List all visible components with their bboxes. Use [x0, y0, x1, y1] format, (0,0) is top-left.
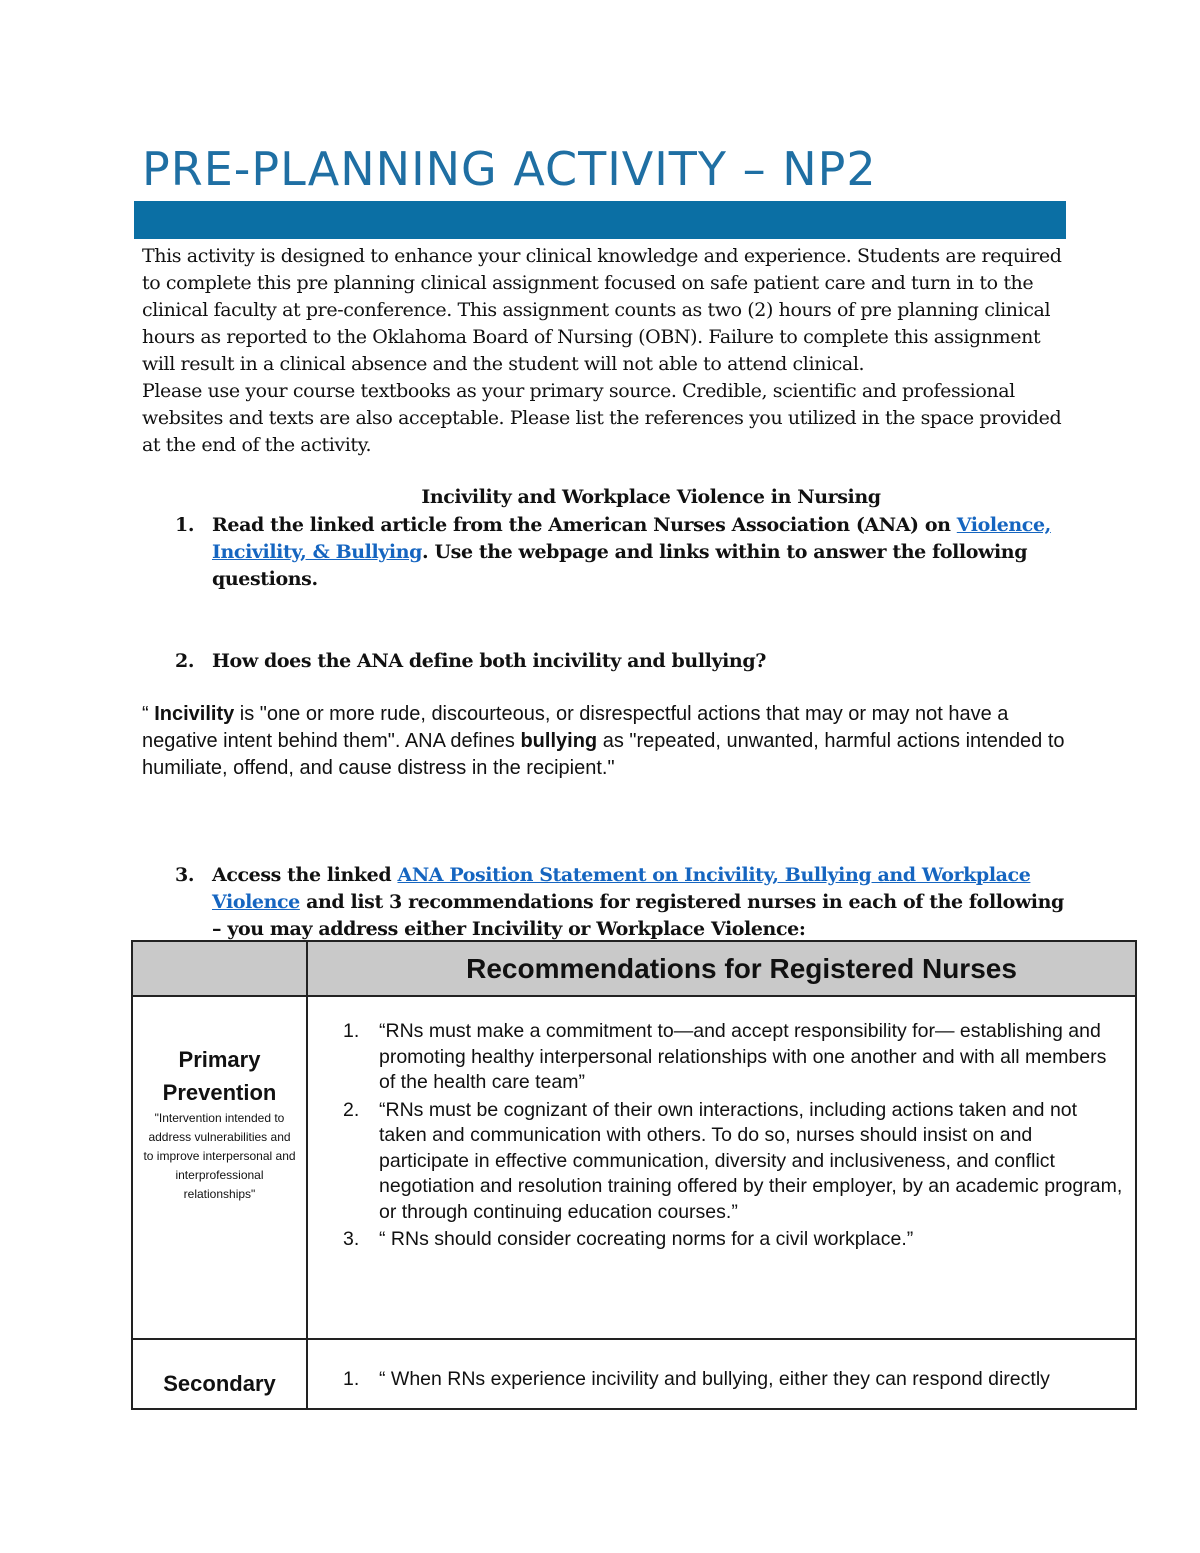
question-text-after: . Use the webpage and links within to answer the following questions.: [212, 541, 1028, 590]
question-number: 2.: [175, 650, 195, 672]
term-bullying: bullying: [520, 730, 598, 752]
question-2: [175, 648, 1065, 675]
item-text: “RNs must make a commitment to—and accept responsibility for— establishing and promoting healthy interpersonal relationships with one another and with all members of the health care team”: [379, 1020, 1107, 1093]
question-text: How does the ANA define both incivility and bullying?: [212, 650, 766, 672]
row-label-cell: [132, 996, 307, 1339]
ana-article-link[interactable]: Violence, Incivility, & Bullying: [212, 514, 1051, 563]
recommendation-list: [308, 1019, 1135, 1253]
section-heading: Incivility and Workplace Violence in Nursing: [421, 486, 881, 508]
page-title: PRE-PLANNING ACTIVITY – NP2: [142, 142, 877, 196]
row-heading: Primary Prevention: [162, 1047, 277, 1105]
table-row-primary: [132, 996, 1136, 1339]
item-number: 1.: [343, 1020, 360, 1042]
item-text: “ RNs should consider cocreating norms for a civil workplace.”: [379, 1228, 914, 1250]
list-item: [308, 1227, 1135, 1253]
answer-quote: “: [142, 703, 155, 725]
row-heading: Secondary: [163, 1371, 276, 1396]
list-item: [308, 1019, 1135, 1096]
table-header-row: [132, 941, 1136, 996]
question-number: 1.: [175, 514, 195, 536]
question-text-after: and list 3 recommendations for registered nurses in each of the following – you may address either Incivility or Workplace Violence:: [212, 891, 1064, 940]
intro-paragraph-2: Please use your course textbooks as your primary source. Credible, scientific and professional websites and texts are also acceptable. Please list the references you utilized in the space provided at the end of the activity.: [142, 380, 1062, 456]
header-cell: [307, 941, 1136, 996]
intro-text: [142, 243, 1072, 459]
question-3: [175, 862, 1065, 943]
item-number: 2.: [343, 1098, 360, 1121]
question-1: [175, 512, 1065, 593]
answer-2: [142, 701, 1072, 782]
recommendations-cell: [307, 996, 1136, 1339]
ana-position-statement-link[interactable]: ANA Position Statement on Incivility, Bullying and Workplace Violence: [212, 864, 1031, 913]
table-header-text: Recommendations for Registered Nurses: [466, 952, 1017, 984]
row-label-cell: [132, 1339, 307, 1409]
item-number: 1.: [343, 1368, 360, 1390]
table-row-secondary: [132, 1339, 1136, 1409]
question-text-before: Access the linked: [212, 864, 398, 886]
header-empty-cell: [132, 941, 307, 996]
row-description: "Intervention intended to address vulnerabilities and to improve interpersonal and interprofessional relationships": [143, 1111, 296, 1201]
list-item: [308, 1098, 1135, 1226]
definition-incivility: is "one or more rude, discourteous, or disrespectful actions that may or may not have a negative intent behind them". ANA defines: [142, 703, 1009, 752]
recommendation-list: [308, 1367, 1135, 1393]
item-number: 3.: [343, 1228, 360, 1250]
question-text-before: Read the linked article from the American Nurses Association (ANA) on: [212, 514, 957, 536]
term-incivility: Incivility: [154, 703, 235, 725]
intro-paragraph-1: This activity is designed to enhance your clinical knowledge and experience. Students are required to complete this pre planning clinical assignment focused on safe patient care and turn in to the clinical faculty at pre-conference. This assignment counts as two (2) hours of pre planning clinical hours as reported to the Oklahoma Board of Nursing (OBN). Failure to complete this assignment will result in a clinical absence and the student will not able to attend clinical.: [142, 245, 1062, 375]
list-item: [308, 1367, 1135, 1393]
item-text: “ When RNs experience incivility and bullying, either they can respond directly: [379, 1368, 1050, 1390]
question-text: [212, 862, 1065, 943]
question-text: [212, 512, 1065, 593]
question-number: 3.: [175, 864, 195, 886]
title-underline-bar: [134, 201, 1066, 239]
recommendations-cell: [307, 1339, 1136, 1409]
item-text: “RNs must be cognizant of their own interactions, including actions taken and not taken and communication with others. To do so, nurses should insist on and participate in effective communication, diversity and inclusiveness, and conflict negotiation and resolution training offered by their employer, by an academic program, or through continuing education courses.”: [379, 1098, 1123, 1223]
definition-bullying: as "repeated, unwanted, harmful actions intended to humiliate, offend, and cause distress in the recipient.": [142, 730, 1065, 779]
recommendations-table: [131, 940, 1137, 1410]
